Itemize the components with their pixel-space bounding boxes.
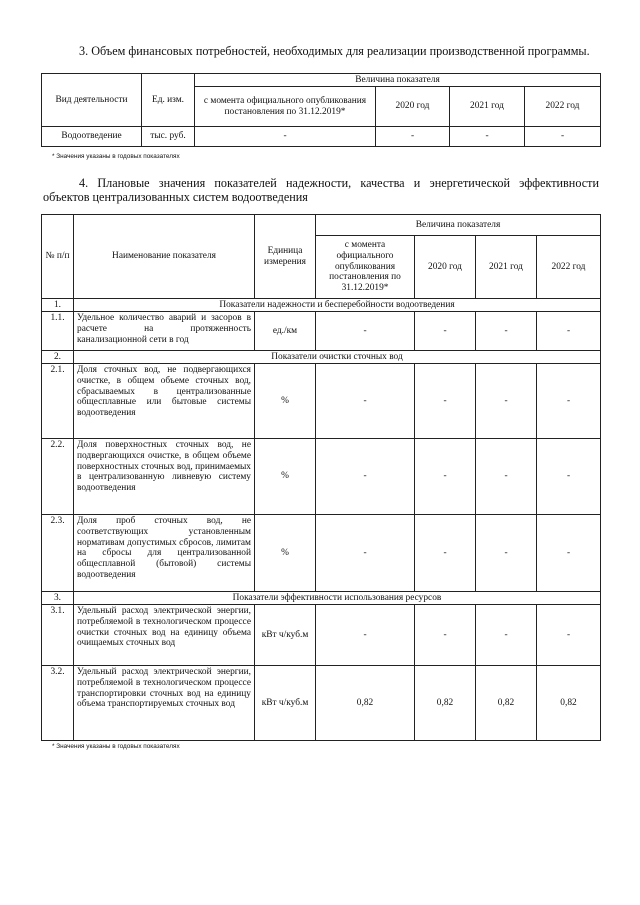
cell-unit: тыс. руб.	[142, 127, 195, 147]
section-number: 3.	[42, 592, 74, 605]
indicator-unit: кВт ч/куб.м	[255, 605, 316, 666]
cell-value: 0,82	[316, 666, 415, 741]
cell-value: -	[476, 364, 537, 439]
cell-value: -	[476, 312, 537, 351]
table-header-row	[42, 215, 601, 236]
indicator-unit: кВт ч/куб.м	[255, 666, 316, 741]
row-number: 3.2.	[42, 666, 74, 741]
section-4-heading: 4. Плановые значения показателей надежности, качества и энергетической эффективности объектов централизованных систем водоотведения	[43, 176, 599, 204]
cell-value: -	[415, 312, 476, 351]
cell-value: -	[537, 439, 601, 515]
table-row	[42, 605, 601, 666]
col-unit: Единица измерения	[255, 215, 316, 299]
table-row	[42, 364, 601, 439]
row-number: 2.2.	[42, 439, 74, 515]
section-title: Показатели эффективности использования ресурсов	[74, 592, 601, 605]
cell-value: -	[316, 312, 415, 351]
cell-value: 0,82	[476, 666, 537, 741]
cell-value: -	[195, 127, 376, 147]
col-2021: 2021 год	[450, 87, 525, 127]
col-since: с момента официального опубликования постановления по 31.12.2019*	[195, 87, 376, 127]
col-unit: Ед. изм.	[142, 74, 195, 127]
section-row	[42, 351, 601, 364]
cell-value: -	[316, 605, 415, 666]
row-number: 1.1.	[42, 312, 74, 351]
col-activity: Вид деятельности	[42, 74, 142, 127]
indicator-unit: ед./км	[255, 312, 316, 351]
footnote: * Значения указаны в годовых показателях	[52, 743, 180, 750]
col-2020: 2020 год	[415, 236, 476, 299]
indicator-unit: %	[255, 364, 316, 439]
cell-value: -	[415, 515, 476, 592]
cell-value: -	[476, 515, 537, 592]
row-number: 2.1.	[42, 364, 74, 439]
indicator-name: Удельный расход электрической энергии, потребляемой в технологическом процессе очистки сточных вод на единицу объема очищаемых сточных вод	[74, 605, 255, 666]
indicator-name: Удельный расход электрической энергии, потребляемой в технологическом процессе транспортировки сточных вод на единицу объема транспортируемых сточных вод	[74, 666, 255, 741]
cell-value: -	[537, 364, 601, 439]
section-row	[42, 299, 601, 312]
cell-value: -	[415, 364, 476, 439]
cell-value: -	[376, 127, 450, 147]
col-value-group: Величина показателя	[195, 74, 601, 87]
row-number: 3.1.	[42, 605, 74, 666]
col-2022: 2022 год	[525, 87, 601, 127]
table-header-row	[42, 74, 601, 87]
cell-value: 0,82	[415, 666, 476, 741]
col-value-group: Величина показателя	[316, 215, 601, 236]
cell-activity: Водоотведение	[42, 127, 142, 147]
section-number: 2.	[42, 351, 74, 364]
col-since: с момента официального опубликования постановления по 31.12.2019*	[316, 236, 415, 299]
section-title: Показатели надежности и бесперебойности водоотведения	[74, 299, 601, 312]
indicator-unit: %	[255, 439, 316, 515]
section-title: Показатели очистки сточных вод	[74, 351, 601, 364]
cell-value: -	[537, 605, 601, 666]
section-number: 1.	[42, 299, 74, 312]
indicator-name: Доля поверхностных сточных вод, не подвергающихся очистке, в общем объеме поверхностных сточных вод, принимаемых в централизованную ливневую систему водоотведения	[74, 439, 255, 515]
cell-value: -	[525, 127, 601, 147]
indicator-name: Доля проб сточных вод, не соответствующих установленным нормативам допустимых сбросов, лимитам на сбросы для централизованной общесплавной (бытовой) системы водоотведения	[74, 515, 255, 592]
cell-value: -	[316, 364, 415, 439]
financial-needs-table	[41, 73, 601, 147]
cell-value: -	[415, 605, 476, 666]
cell-value: -	[316, 439, 415, 515]
section-3-heading: 3. Объем финансовых потребностей, необходимых для реализации производственной программы.	[79, 44, 590, 58]
col-no: № п/п	[42, 215, 74, 299]
section-row	[42, 592, 601, 605]
table-row	[42, 515, 601, 592]
row-number: 2.3.	[42, 515, 74, 592]
indicator-name: Доля сточных вод, не подвергающихся очистке, в общем объеме сточных вод, сбрасываемых в централизованные общесплавные или бытовые системы водоотведения	[74, 364, 255, 439]
cell-value: -	[537, 312, 601, 351]
cell-value: 0,82	[537, 666, 601, 741]
table-row	[42, 666, 601, 741]
cell-value: -	[537, 515, 601, 592]
col-2022: 2022 год	[537, 236, 601, 299]
cell-value: -	[415, 439, 476, 515]
cell-value: -	[476, 605, 537, 666]
indicator-unit: %	[255, 515, 316, 592]
indicators-table	[41, 214, 601, 741]
cell-value: -	[450, 127, 525, 147]
indicator-name: Удельное количество аварий и засоров в расчете на протяженность канализационной сети в год	[74, 312, 255, 351]
col-2020: 2020 год	[376, 87, 450, 127]
footnote: * Значения указаны в годовых показателях	[52, 153, 180, 160]
col-name: Наименование показателя	[74, 215, 255, 299]
col-2021: 2021 год	[476, 236, 537, 299]
table-row	[42, 127, 601, 147]
table-row	[42, 312, 601, 351]
table-row	[42, 439, 601, 515]
cell-value: -	[476, 439, 537, 515]
cell-value: -	[316, 515, 415, 592]
